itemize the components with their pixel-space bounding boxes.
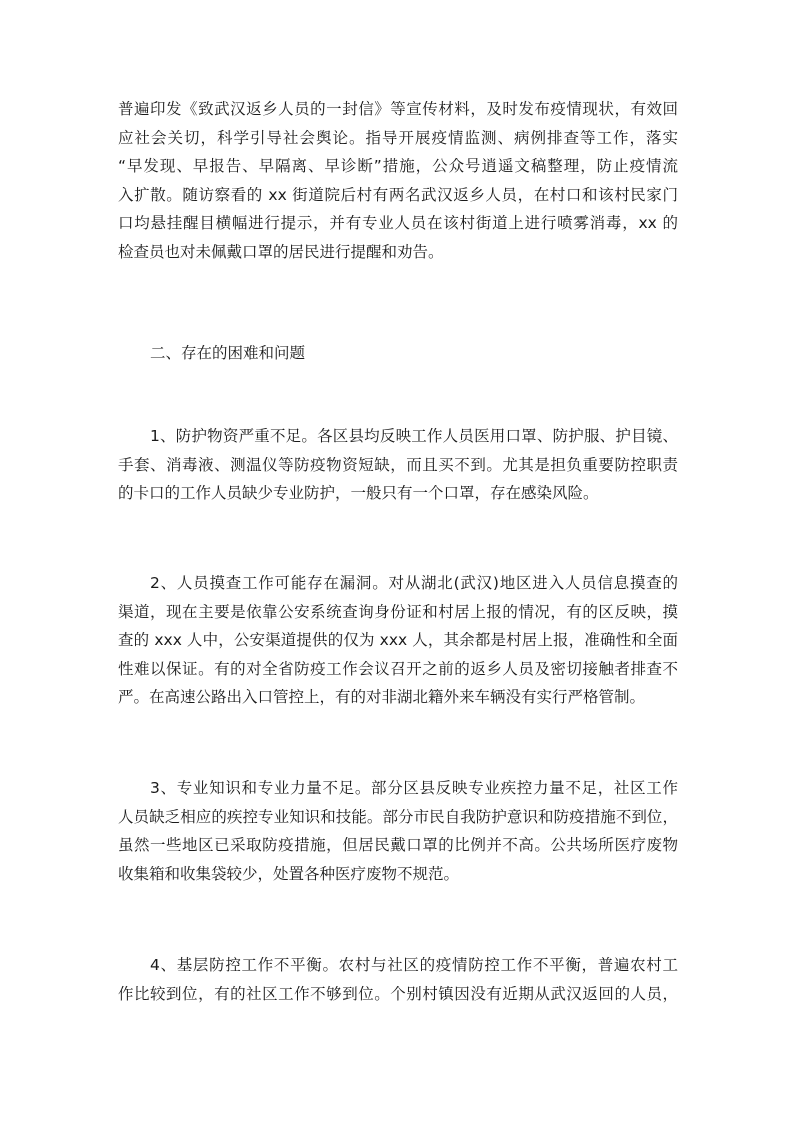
text-line: 普遍印发《致武汉返乡人员的一封信》等宣传材料，及时发布疫情现状，有效回 bbox=[118, 100, 678, 118]
intro-paragraph bbox=[118, 95, 678, 267]
text-line: 4、基层防控工作不平衡。农村与社区的疫情防控工作不平衡，普遍农村工 bbox=[150, 956, 678, 974]
text-line: 作比较到位，有的社区工作不够到位。个别村镇因没有近期从武汉返回的人员， bbox=[118, 984, 678, 1003]
text-line: 收集箱和收集袋较少，处置各种医疗废物不规范。 bbox=[118, 864, 460, 883]
text-line: 查的 xxx 人中，公安渠道提供的仅为 xxx 人，其余都是村居上报，准确性和全面 bbox=[118, 631, 678, 650]
section-heading: 二、存在的困难和问题 bbox=[150, 344, 306, 362]
list-item-1 bbox=[118, 422, 678, 508]
text-line: 的卡口的工作人员缺少专业防护，一般只有一个口罩，存在感染风险。 bbox=[118, 484, 599, 503]
text-line: 手套、消毒液、测温仪等防疫物资短缺，而且买不到。尤其是担负重要防控职责 bbox=[118, 455, 678, 474]
list-item-2 bbox=[118, 569, 678, 712]
text-line: 虽然一些地区已采取防疫措施，但居民戴口罩的比例并不高。公共场所医疗废物 bbox=[118, 836, 678, 855]
list-item-3 bbox=[118, 774, 678, 888]
text-line: “早发现、早报告、早隔离、早诊断”措施，公众号逍遥文稿整理，防止疫情流 bbox=[118, 157, 678, 176]
text-line: 渠道，现在主要是依靠公安系统查询身份证和村居上报的情况，有的区反映，摸 bbox=[118, 602, 678, 621]
text-line: 严。在高速公路出入口管控上，有的对非湖北籍外来车辆没有实行严格管制。 bbox=[118, 688, 646, 707]
text-line: 性难以保证。有的对全省防疫工作会议召开之前的返乡人员及密切接触者排查不 bbox=[118, 659, 678, 678]
text-line: 人员缺乏相应的疾控专业知识和技能。部分市民自我防护意识和防疫措施不到位， bbox=[118, 807, 678, 826]
text-line: 3、专业知识和专业力量不足。部分区县反映专业疾控力量不足，社区工作 bbox=[150, 779, 678, 797]
text-line: 入扩散。随访察看的 xx 街道院后村有两名武汉返乡人员，在村口和该村民家门 bbox=[118, 185, 678, 204]
text-line: 1、防护物资严重不足。各区县均反映工作人员医用口罩、防护服、护目镜、 bbox=[150, 427, 678, 445]
text-line: 检查员也对未佩戴口罩的居民进行提醒和劝告。 bbox=[118, 242, 444, 261]
text-line: 口均悬挂醒目横幅进行提示，并有专业人员在该村街道上进行喷雾消毒，xx 的 bbox=[118, 214, 678, 233]
text-line: 2、人员摸查工作可能存在漏洞。对从湖北(武汉)地区进入人员信息摸查的 bbox=[150, 574, 678, 592]
list-item-4 bbox=[118, 951, 678, 1008]
text-line: 应社会关切，科学引导社会舆论。指导开展疫情监测、病例排查等工作，落实 bbox=[118, 128, 678, 147]
